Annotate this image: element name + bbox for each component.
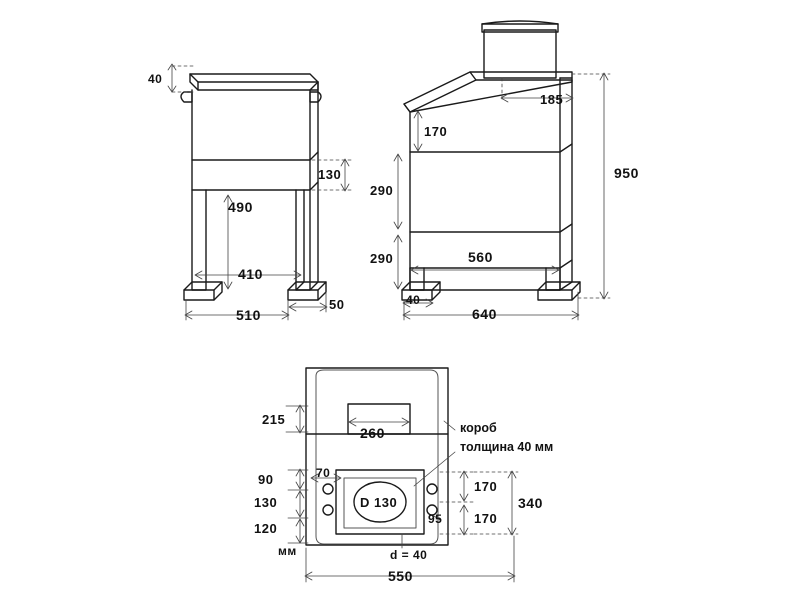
units-label: мм: [278, 544, 297, 558]
dim-plan-row-120: 120: [254, 521, 278, 536]
dim-plan-thickness: d = 40: [390, 548, 428, 562]
dim-plan-bottom-width: 550: [388, 568, 413, 584]
front-view-dimensions: [394, 73, 610, 320]
dim-plan-right-170-lower: 170: [474, 511, 498, 526]
dim-side-top-thickness: 40: [148, 72, 163, 86]
dim-plan-opening-width: 260: [360, 425, 385, 441]
dim-front-base-thickness: 40: [406, 293, 421, 307]
dim-side-total-width: 510: [236, 307, 261, 323]
dim-plan-bolt-95: 95: [428, 512, 443, 526]
dim-side-inner-width: 410: [238, 266, 263, 282]
dim-front-total-height: 950: [614, 165, 639, 181]
dim-side-shelf-height: 130: [318, 167, 342, 182]
dim-front-total-width: 640: [472, 306, 497, 322]
dim-front-mid-upper: 290: [370, 183, 394, 198]
dim-front-body-width: 560: [468, 249, 493, 265]
dim-plan-right-170-upper: 170: [474, 479, 498, 494]
dim-plan-right-total: 340: [518, 495, 543, 511]
dim-plan-depth-top: 215: [262, 412, 286, 427]
plan-view-geometry: [306, 368, 448, 545]
dim-front-chimney-offset: 185: [540, 92, 564, 107]
dim-plan-door-diameter: D 130: [360, 495, 398, 510]
callout-line-1: короб: [460, 421, 497, 435]
dim-plan-offset-70: 70: [316, 466, 331, 480]
callout-line-2: толщина 40 мм: [460, 440, 554, 454]
dim-front-slope-height: 170: [424, 124, 448, 139]
dim-plan-row-130: 130: [254, 495, 278, 510]
dim-side-leg-offset: 50: [329, 297, 345, 312]
dim-side-leg-height: 490: [228, 199, 253, 215]
dim-front-mid-lower: 290: [370, 251, 394, 266]
dim-plan-row-90: 90: [258, 472, 274, 487]
